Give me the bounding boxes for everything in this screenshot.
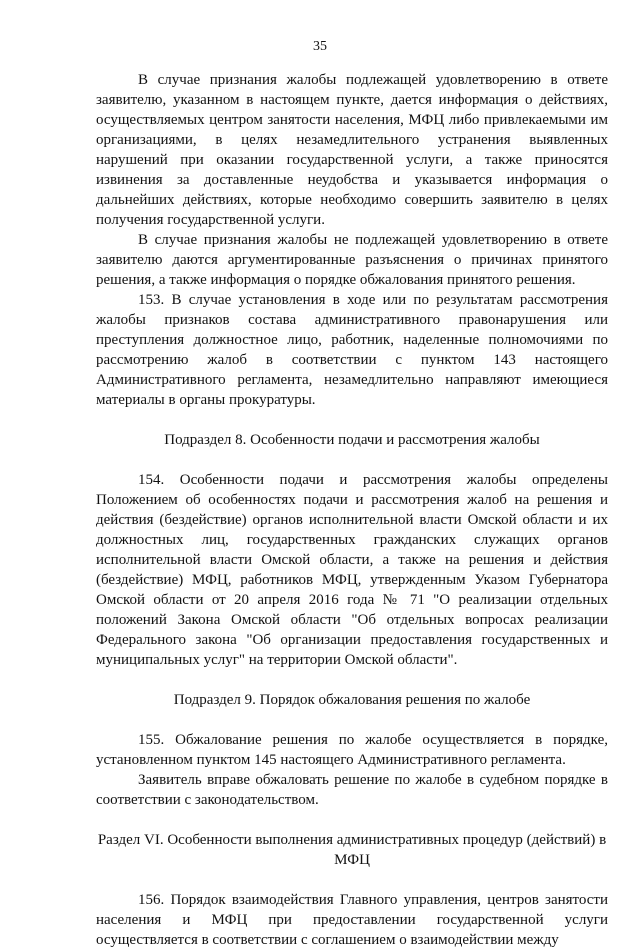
paragraph-court-appeal: Заявитель вправе обжаловать решение по жалобе в судебном порядке в соответствии с законодательством. xyxy=(96,772,608,808)
paragraph-155: 155. Обжалование решения по жалобе осуществляется в порядке, установленном пунктом 145 настоящего Административного регламента. xyxy=(96,732,608,768)
paragraph-156: 156. Порядок взаимодействия Главного управления, центров занятости населения и МФЦ при предоставлении государственной услуги осуществляется в соответствии с соглашением о взаимодействии между xyxy=(96,892,608,948)
subsection-9-heading: Подраздел 9. Порядок обжалования решения по жалобе xyxy=(173,692,531,708)
paragraph-153: 153. В случае установления в ходе или по результатам рассмотрения жалобы признаков состава административного правонарушения или преступления должностное лицо, работник, наделенные полномочиями по рассмотрению жалоб в соответствии с пунктом 143 настоящего Административного регламента, незамедлительно направляют имеющиеся материалы в органы прокуратуры. xyxy=(96,292,608,408)
document-body xyxy=(96,70,608,950)
section-6-heading: Раздел VI. Особенности выполнения административных процедур (действий) в МФЦ xyxy=(97,832,607,868)
subsection-8-heading: Подраздел 8. Особенности подачи и рассмотрения жалобы xyxy=(164,432,540,448)
paragraph-154: 154. Особенности подачи и рассмотрения жалобы определены Положением об особенностях подачи и рассмотрения жалоб на решения и действия (бездействие) органов исполнительной власти Омской области и их должностных лиц, государственных гражданских служащих органов исполнительной власти Омской области, а также на решения и действия (бездействие) МФЦ, работников МФЦ, утвержденным Указом Губернатора Омской области от 20 апреля 2016 года № 71 "О реализации отдельных положений Закона Омской области "Об отдельных вопросах реализации Федерального закона "Об организации предоставления государственных и муниципальных услуг" на территории Омской области". xyxy=(96,472,608,668)
page-number: 35 xyxy=(313,39,327,54)
paragraph-rejection-info: В случае признания жалобы не подлежащей удовлетворению в ответе заявителю даются аргументированные разъяснения о причинах принятого решения, а также информация о порядке обжалования принятого решения. xyxy=(96,232,608,288)
paragraph-remedy-info: В случае признания жалобы подлежащей удовлетворению в ответе заявителю, указанном в настоящем пункте, дается информация о действиях, осуществляемых центром занятости населения, МФЦ либо привлекаемыми им организациями, в целях незамедлительного устранения выявленных нарушений при оказании государственной услуги, а также приносятся извинения за доставленные неудобства и указывается информация о дальнейших действиях, которые необходимо совершить заявителю в целях получения государственной услуги. xyxy=(96,72,608,228)
